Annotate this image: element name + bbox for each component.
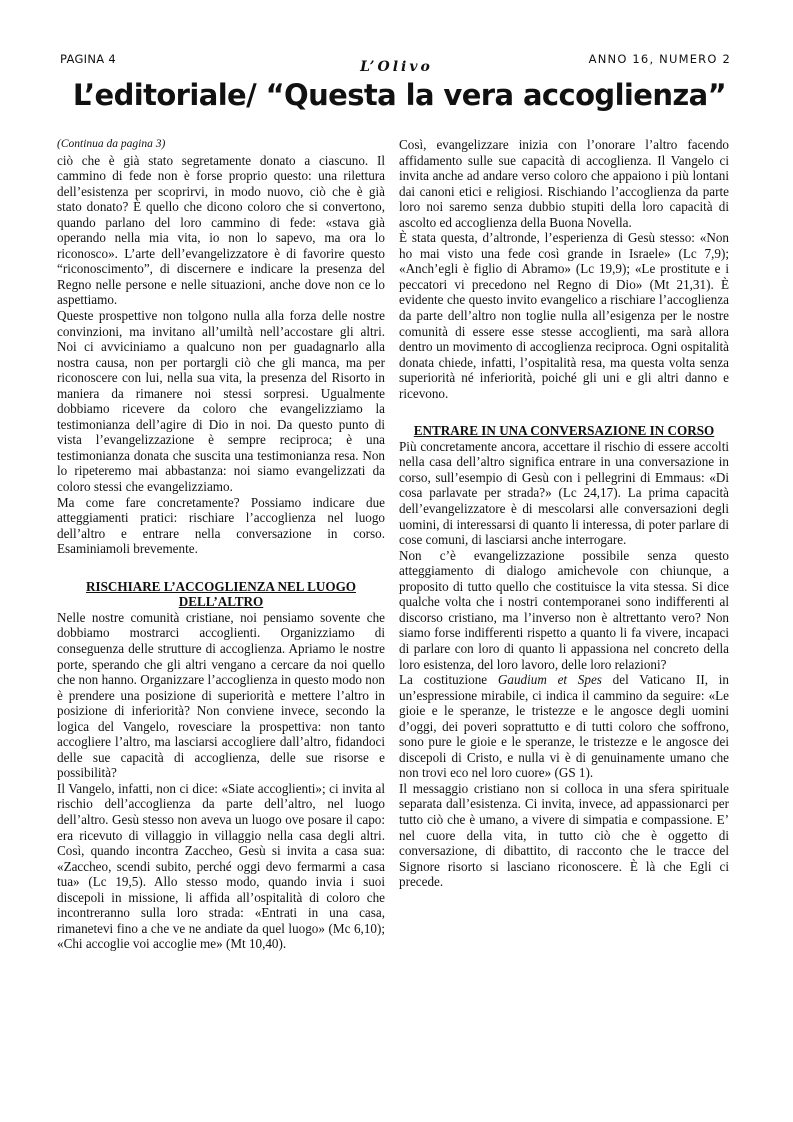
paragraph: Queste prospettive non tolgono nulla alla forza delle nostre convinzioni, ma invitano all’umiltà nell’accostare gli altri. Noi ci avviciniamo a qualcuno non per guadagnarlo alla nostra causa, non per portargli ciò che gli manca, ma per riconoscere con lui, nella sua vita, la presenza del Risorto in maniera da rimanere noi stessi sorpresi. Ugualmente dobbiamo ricevere da coloro che evangelizziamo la testimonianza dell’agire di Dio in noi. Da questo punto di vista l’evangelizzazione è sempre reciproca; è una testimonianza donata che suscita una testimonianza resa. Non lo ripeteremo mai abbastanza: noi siamo evangelizzati da coloro stessi che evangelizziamo. [57,308,385,495]
right-column [399,137,729,890]
paragraph-text: del Vaticano II, in un’espressione mirabile, ci indica il cammino da seguire: «Le gioie e le speranze, le tristezze e le angosce degli uomini d’oggi, dei poveri soprattutto e di tutti coloro che soffrono, sono pure le gioie e le speranze, le tristezze e le angosce dei discepoli di Cristo, e nulla vi è di genuinamente umano che non trovi eco nel loro cuore» (GS 1). [399,672,729,781]
paragraph: Non c’è evangelizzazione possibile senza questo atteggiamento di dialogo amichevole con chiunque, a proposito di tutto quello che costituisce la vita stessa. Si dice qualche volta che i nostri contemporanei sono indifferenti al discorso cristiano, ma l’inverso non è altrettanto vero? Non siamo forse indifferenti rispetto a quanto li fa vivere, incapaci di parlare con loro di quanto li appassiona nel concreto della loro esistenza, del loro lavoro, delle loro relazioni? [399,547,729,672]
continuation-note: (Continua da pagina 3) [57,138,166,150]
paragraph [399,672,729,781]
paragraph: È stata questa, d’altronde, l’esperienza di Gesù stesso: «Non ho mai visto una fede così grande in Israele» (Lc 7,9); «Anch’egli è figlio di Abramo» (Lc 19,9); «Le prostitute e i peccatori vi precedono nel Regno di Dio» (Mt 21,31). È evidente che questo invito evangelico a rischiare l’accoglienza da parte dell’altro non toglie nulla all’esigenza per le nostre comunità di essere esse stesse accoglienti, ma sarà allora dentro un movimento di accoglienza reciproca. Ogni ospitalità donata chiede, infatti, l’ospitalità resa, ma questa volta senza superiorità né inferiorità, poiché gli uni e gli altri danno e ricevono. [399,230,729,401]
paragraph: Così, evangelizzare inizia con l’onorare l’altro facendo affidamento sulle sue capacità di accoglienza. Il Vangelo ci invita anche ad andare verso coloro che appaiono i più lontani dai canoni etici e religiosi. Rischiando l’accoglienza da parte loro noi saremo senza dubbio stupiti della loro capacità di ascolto ed accoglienza della Buona Novella. [399,137,729,230]
left-column [57,137,385,952]
paragraph: Il Vangelo, infatti, non ci dice: «Siate accoglienti»; ci invita al rischio dell’accoglienza da parte dell’altro, nel luogo dell’altro. Gesù stesso non aveva un luogo ove posare il capo: era ricevuto di villaggio in villaggio nella casa degli altri. Così, quando incontra Zaccheo, Gesù si invita a casa sua: «Zaccheo, scendi subito, perché oggi devo fermarmi a casa tua» (Lc 19,5). Allo stesso modo, quando invia i suoi discepoli in missione, li affida all’ospitalità di coloro che incontreranno sulla loro strada: «Entrati in una casa, rimanetevi fino a che ve ne andiate da quel luogo» (Mc 6,10); «Chi accoglie voi accoglie me» (Mt 10,40). [57,780,385,952]
paragraph: Il messaggio cristiano non si colloca in una sfera spirituale separata dall’esistenza. Ci invita, invece, ad appassionarci per tutto ciò che è umano, a vivere di simpatia e compassione. E’ nel cuore della vita, in tutto ciò che è oggetto di conversazione, di dibattito, di racconto che le tracce del Signore risorto si lasciano riconoscere. È là che Egli ci precede. [399,780,729,890]
page-number: PAGINA 4 [60,52,117,66]
paragraph: Ma come fare concretamente? Possiamo indicare due atteggiamenti pratici: rischiare l’accoglienza nel luogo dell’altro e entrare nella conversazione in corso. Esaminiamoli brevemente. [57,494,385,557]
article-headline: L’editoriale/ “Questa la vera accoglienza” [72,78,727,112]
document-title: Gaudium et Spes [497,672,602,688]
paragraph: Più concretamente ancora, accettare il rischio di essere accolti nella casa dell’altro significa entrare in una conversazione in corso, sull’esempio di Gesù con i pellegrini di Emmaus: «Di cosa parlavate per strada?» (Lc 24,17). La prima capacità dell’evangelizzatore è di mescolarsi alle conversazioni degli uomini, di interessarsi di quanto li interessa, di poter parlare di cose comuni, di lasciarsi anche interrogare. [399,438,729,548]
paragraph: Nelle nostre comunità cristiane, noi pensiamo sovente che dobbiamo mostrarci accoglienti. Organizziamo di conseguenza delle strutture di accoglienza. Apriamo le nostre porte, sperando che gli altri vengano a cercare da noi quello che non hanno. Organizzare l’accoglienza in questo modo non è prendere una posizione di superiorità e mettere l’altro in posizione di inferiorità? Non conviene invece, secondo la logica del Vangelo, rovesciare la prospettiva: non tanto accogliere l’altro, ma lasciarsi accogliere dall’altro, fidandoci delle sue capacità di accoglienza, delle sue risorse e possibilità? [57,609,385,781]
issue-number: ANNO 16, NUMERO 2 [588,52,731,66]
section-heading: ENTRARE IN UNA CONVERSAZIONE IN CORSO [413,423,715,439]
paragraph: ciò che è già stato segretamente donato a ciascuno. Il cammino di fede non è forse proprio questo: una rilettura dell’esistenza per scoprirvi, in modo nuovo, ciò che è già stato donato? È quello che dicono coloro che si convertono, quando parlano del loro cammino di fede: «stava già operando nella mia vita, io non lo sapevo, ma ora lo riconosco». L’arte dell’evangelizzatore è di favorire questo “riconoscimento”, di discernere e indicare la presenza del Regno nelle persone e nelle situazioni, anche dove non ce lo aspettiamo. [57,152,385,308]
masthead-title: L’Olivo [360,59,433,75]
section-heading: RISCHIARE L’ACCOGLIENZA NEL LUOGO DELL’ALTRO [85,578,357,610]
paragraph-text: La costituzione [399,672,498,688]
